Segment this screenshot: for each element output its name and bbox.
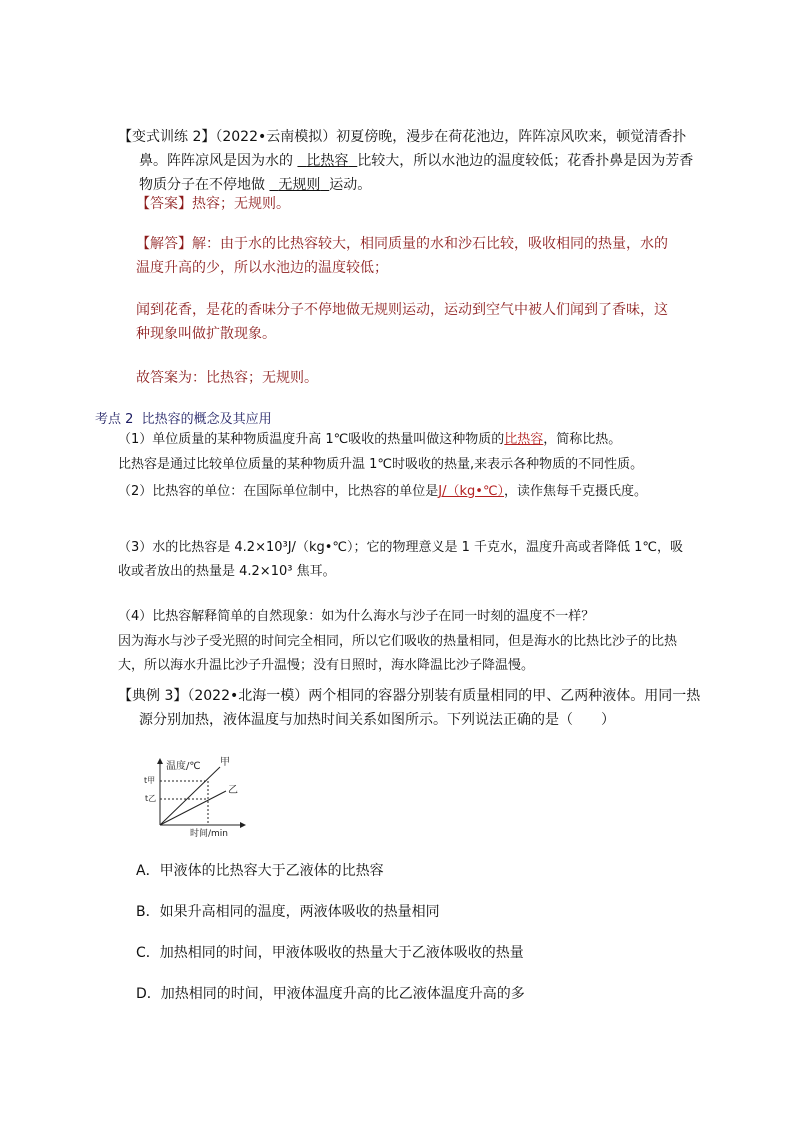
- tick-label-t-yi: t乙: [145, 794, 157, 803]
- unit-specific-heat: J/（kg•℃）: [438, 484, 505, 499]
- example-source: （2022•北海一模）: [187, 688, 309, 704]
- answer-text: 热容；无规则。: [192, 196, 290, 212]
- option-d[interactable]: D．加热相同的时间，甲液体温度升高的比乙液体温度升高的多: [136, 986, 525, 1002]
- example-question: 【典例 3】（2022•北海一模）两个相同的容器分别装有质量相同的甲、乙两种液体。用同一热源分别加热，液体温度与加热时间关系如图所示。下列说法正确的是（ ）: [118, 688, 701, 728]
- variant-text-1: 初夏傍晚，漫步在荷花池边，阵阵凉风吹来，顿觉清香扑鼻。阵阵凉风是因为水的: [139, 129, 687, 169]
- variant-text-2: 比较大，所以水池边的温度较低；花香扑鼻是因为芳香物质分子在不停地做: [139, 153, 694, 193]
- y-axis-label: 温度/℃: [166, 761, 201, 772]
- analysis-p1: 【解答】解：由于水的比热容较大，相同质量的水和沙石比较，吸收相同的热量，水的温度升高的少，所以水池边的温度较低；: [136, 236, 668, 276]
- point-3: （3）水的比热容是 4.2×10³J/（kg•℃）；它的物理意义是 1 千克水，温度升高或者降低 1℃，吸收或者放出的热量是 4.2×10³ 焦耳。: [118, 540, 684, 579]
- variant-label: 【变式训练 2】: [118, 129, 216, 145]
- analysis-p2: 闻到花香，是花的香味分子不停地做无规则运动，运动到空气中被人们闻到了香味，这种现象叫做扩散现象。: [136, 302, 668, 342]
- section-heading: 考点 2 比热容的概念及其应用: [95, 412, 272, 427]
- answer: [136, 192, 696, 216]
- series-line-jia: [160, 767, 220, 825]
- variant-question: [118, 125, 699, 197]
- point-4: （4）比热容解释简单的自然现象：如为什么海水与沙子在同一时刻的温度不一样？: [118, 609, 595, 624]
- tick-label-t-jia: t甲: [144, 776, 156, 785]
- blank-2: 无规则: [278, 177, 321, 193]
- analysis-label: 【解答】: [136, 236, 192, 252]
- option-a[interactable]: A．甲液体的比热容大于乙液体的比热容: [136, 863, 384, 879]
- series-line-yi: [160, 791, 226, 825]
- analysis-p3: 故答案为：比热容；无规则。: [136, 370, 318, 386]
- example-label: 【典例 3】: [118, 688, 188, 704]
- variant-source: （2022•云南模拟）: [215, 129, 337, 145]
- x-axis-label: 时间/min: [190, 829, 229, 839]
- option-b[interactable]: B．如果升高相同的温度，两液体吸收的热量相同: [136, 904, 440, 920]
- option-c[interactable]: C．加热相同的时间，甲液体吸收的热量大于乙液体吸收的热量: [136, 945, 524, 961]
- answer-label: 【答案】: [136, 196, 192, 212]
- point-1: （1）单位质量的某种物质温度升高 1℃吸收的热量叫做这种物质的比热容，简称比热。: [118, 432, 622, 447]
- series-label-yi: 乙: [228, 785, 238, 796]
- point-2: （2）比热容的单位：在国际单位制中，比热容的单位是J/（kg•℃），读作焦每千克摄氏度。: [118, 484, 648, 499]
- temperature-time-chart: [140, 755, 255, 840]
- blank-1: 比热容: [306, 153, 349, 169]
- series-label-jia: 甲: [220, 757, 230, 768]
- term-specific-heat: 比热容: [504, 432, 544, 447]
- point-4-explain: 因为海水与沙子受光照的时间完全相同，所以它们吸收的热量相同，但是海水的比热比沙子的比热大，所以海水升温比沙子升温慢；没有日照时，海水降温比沙子降温慢。: [118, 634, 678, 673]
- point-1-explain: 比热容是通过比较单位质量的某种物质升温 1℃时吸收的热量,来表示各种物质的不同性质。: [118, 457, 644, 472]
- variant-text-3: 运动。: [329, 177, 372, 193]
